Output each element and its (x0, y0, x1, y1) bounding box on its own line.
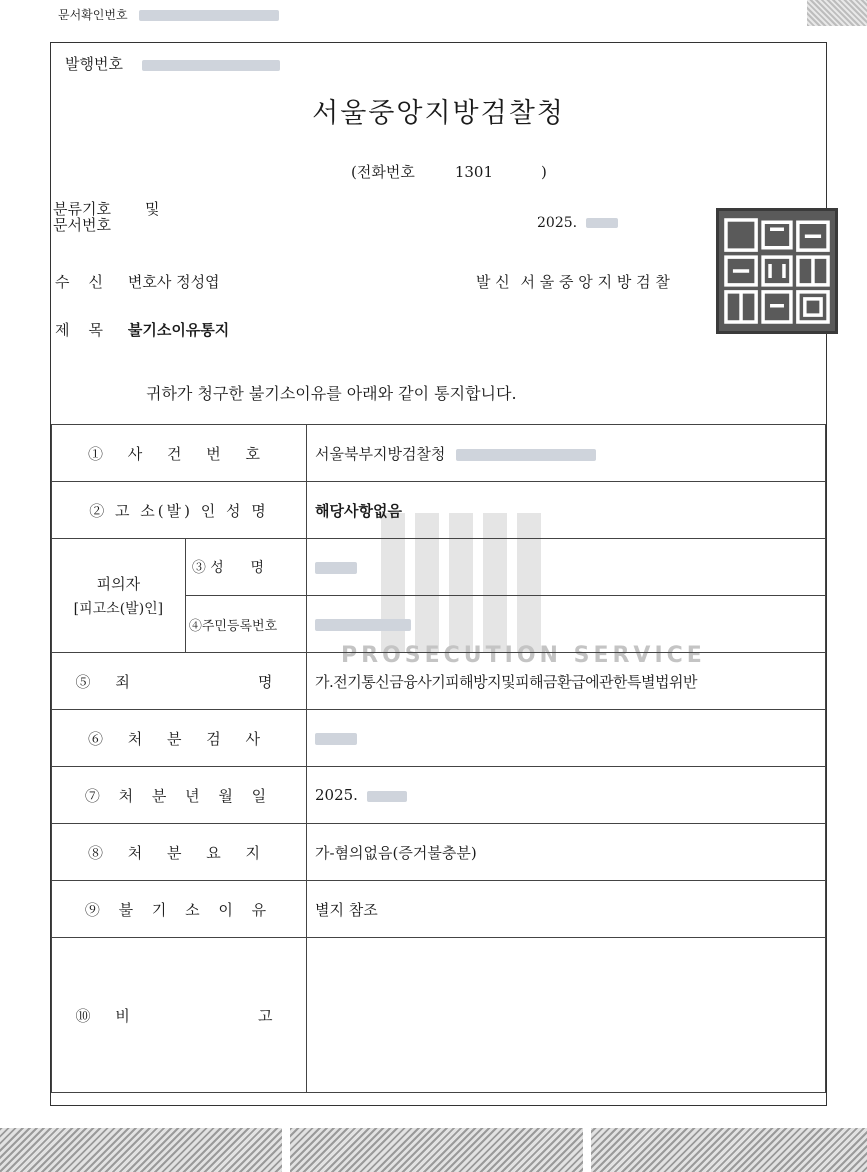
classification-label: 분류기호 문서번호 및 (53, 200, 160, 234)
phone-line: (전화번호 1301 ) (351, 163, 547, 181)
disposition-gist-label: ⑧ 처 분 요 지 (52, 824, 307, 881)
prosecutor-label: ⑥ 처 분 검 사 (52, 710, 307, 767)
notice-text: 귀하가 청구한 불기소이유를 아래와 같이 통지합니다. (146, 384, 517, 403)
redacted-case-number (456, 449, 596, 461)
suspect-label: 피의자 [피고소(발)인] (52, 539, 186, 653)
complainant-value: 해당사항없음 (307, 482, 826, 539)
seal-glyphs (719, 211, 835, 331)
redacted-doc-number (139, 10, 279, 21)
redacted-rrn (315, 619, 411, 631)
non-indictment-reason-value: 별지 참조 (307, 881, 826, 938)
recipient-line: 수 신 변호사 정성엽 (55, 273, 220, 291)
document-frame (50, 42, 827, 1106)
complainant-label: ② 고 소(발) 인 성 명 (52, 482, 307, 539)
non-indictment-reason-label: ⑨ 불 기 소 이 유 (52, 881, 307, 938)
case-number-label: ① 사 건 번 호 (52, 425, 307, 482)
disposition-date-label: ⑦ 처 분 년 월 일 (52, 767, 307, 824)
table-row (52, 824, 826, 881)
issue-number: 발행번호 (65, 53, 280, 74)
table-row (52, 881, 826, 938)
name-label: ③ 성 명 (185, 539, 306, 596)
crime-label: ⑤ 죄 명 (52, 653, 307, 710)
remarks-value (307, 938, 826, 1093)
disposition-date-value: 2025. (307, 767, 826, 824)
table-row (52, 938, 826, 1093)
redacted-issue-number (142, 60, 280, 71)
redacted-name (315, 562, 357, 574)
crime-value: 가.전기통신금융사기피해방지및피해금환급에관한특별법위반 (307, 653, 826, 710)
agency-title: 서울중앙지방검찰청 (312, 98, 565, 129)
table-row (52, 710, 826, 767)
watermark-text: PROSECUTION SERVICE (341, 643, 706, 668)
redacted-disposition-date (367, 791, 407, 802)
rrn-label: ④주민등록번호 (185, 596, 306, 653)
case-number-value: 서울북부지방검찰청 (307, 425, 826, 482)
rrn-value (307, 596, 826, 653)
table-row (52, 482, 826, 539)
sender-line: 발 신 서 울 중 앙 지 방 검 찰 (476, 273, 670, 291)
redacted-prosecutor (315, 733, 357, 745)
scan-noise-corner (807, 0, 867, 26)
notice-table (51, 424, 826, 1093)
redacted-date (586, 218, 618, 228)
table-row (52, 653, 826, 710)
name-value (307, 539, 826, 596)
scan-noise-bottom (0, 1128, 867, 1172)
official-seal (716, 208, 838, 334)
disposition-gist-value: 가-혐의없음(증거불충분) (307, 824, 826, 881)
subject-line: 제 목 불기소이유통지 (55, 321, 230, 339)
doc-check-label: 문서확인번호 (58, 6, 279, 23)
table-row (52, 539, 826, 596)
prosecutor-value (307, 710, 826, 767)
remarks-label: ⑩ 비 고 (52, 938, 307, 1093)
table-row (52, 425, 826, 482)
document-date: 2025. (537, 215, 618, 231)
table-row (52, 767, 826, 824)
